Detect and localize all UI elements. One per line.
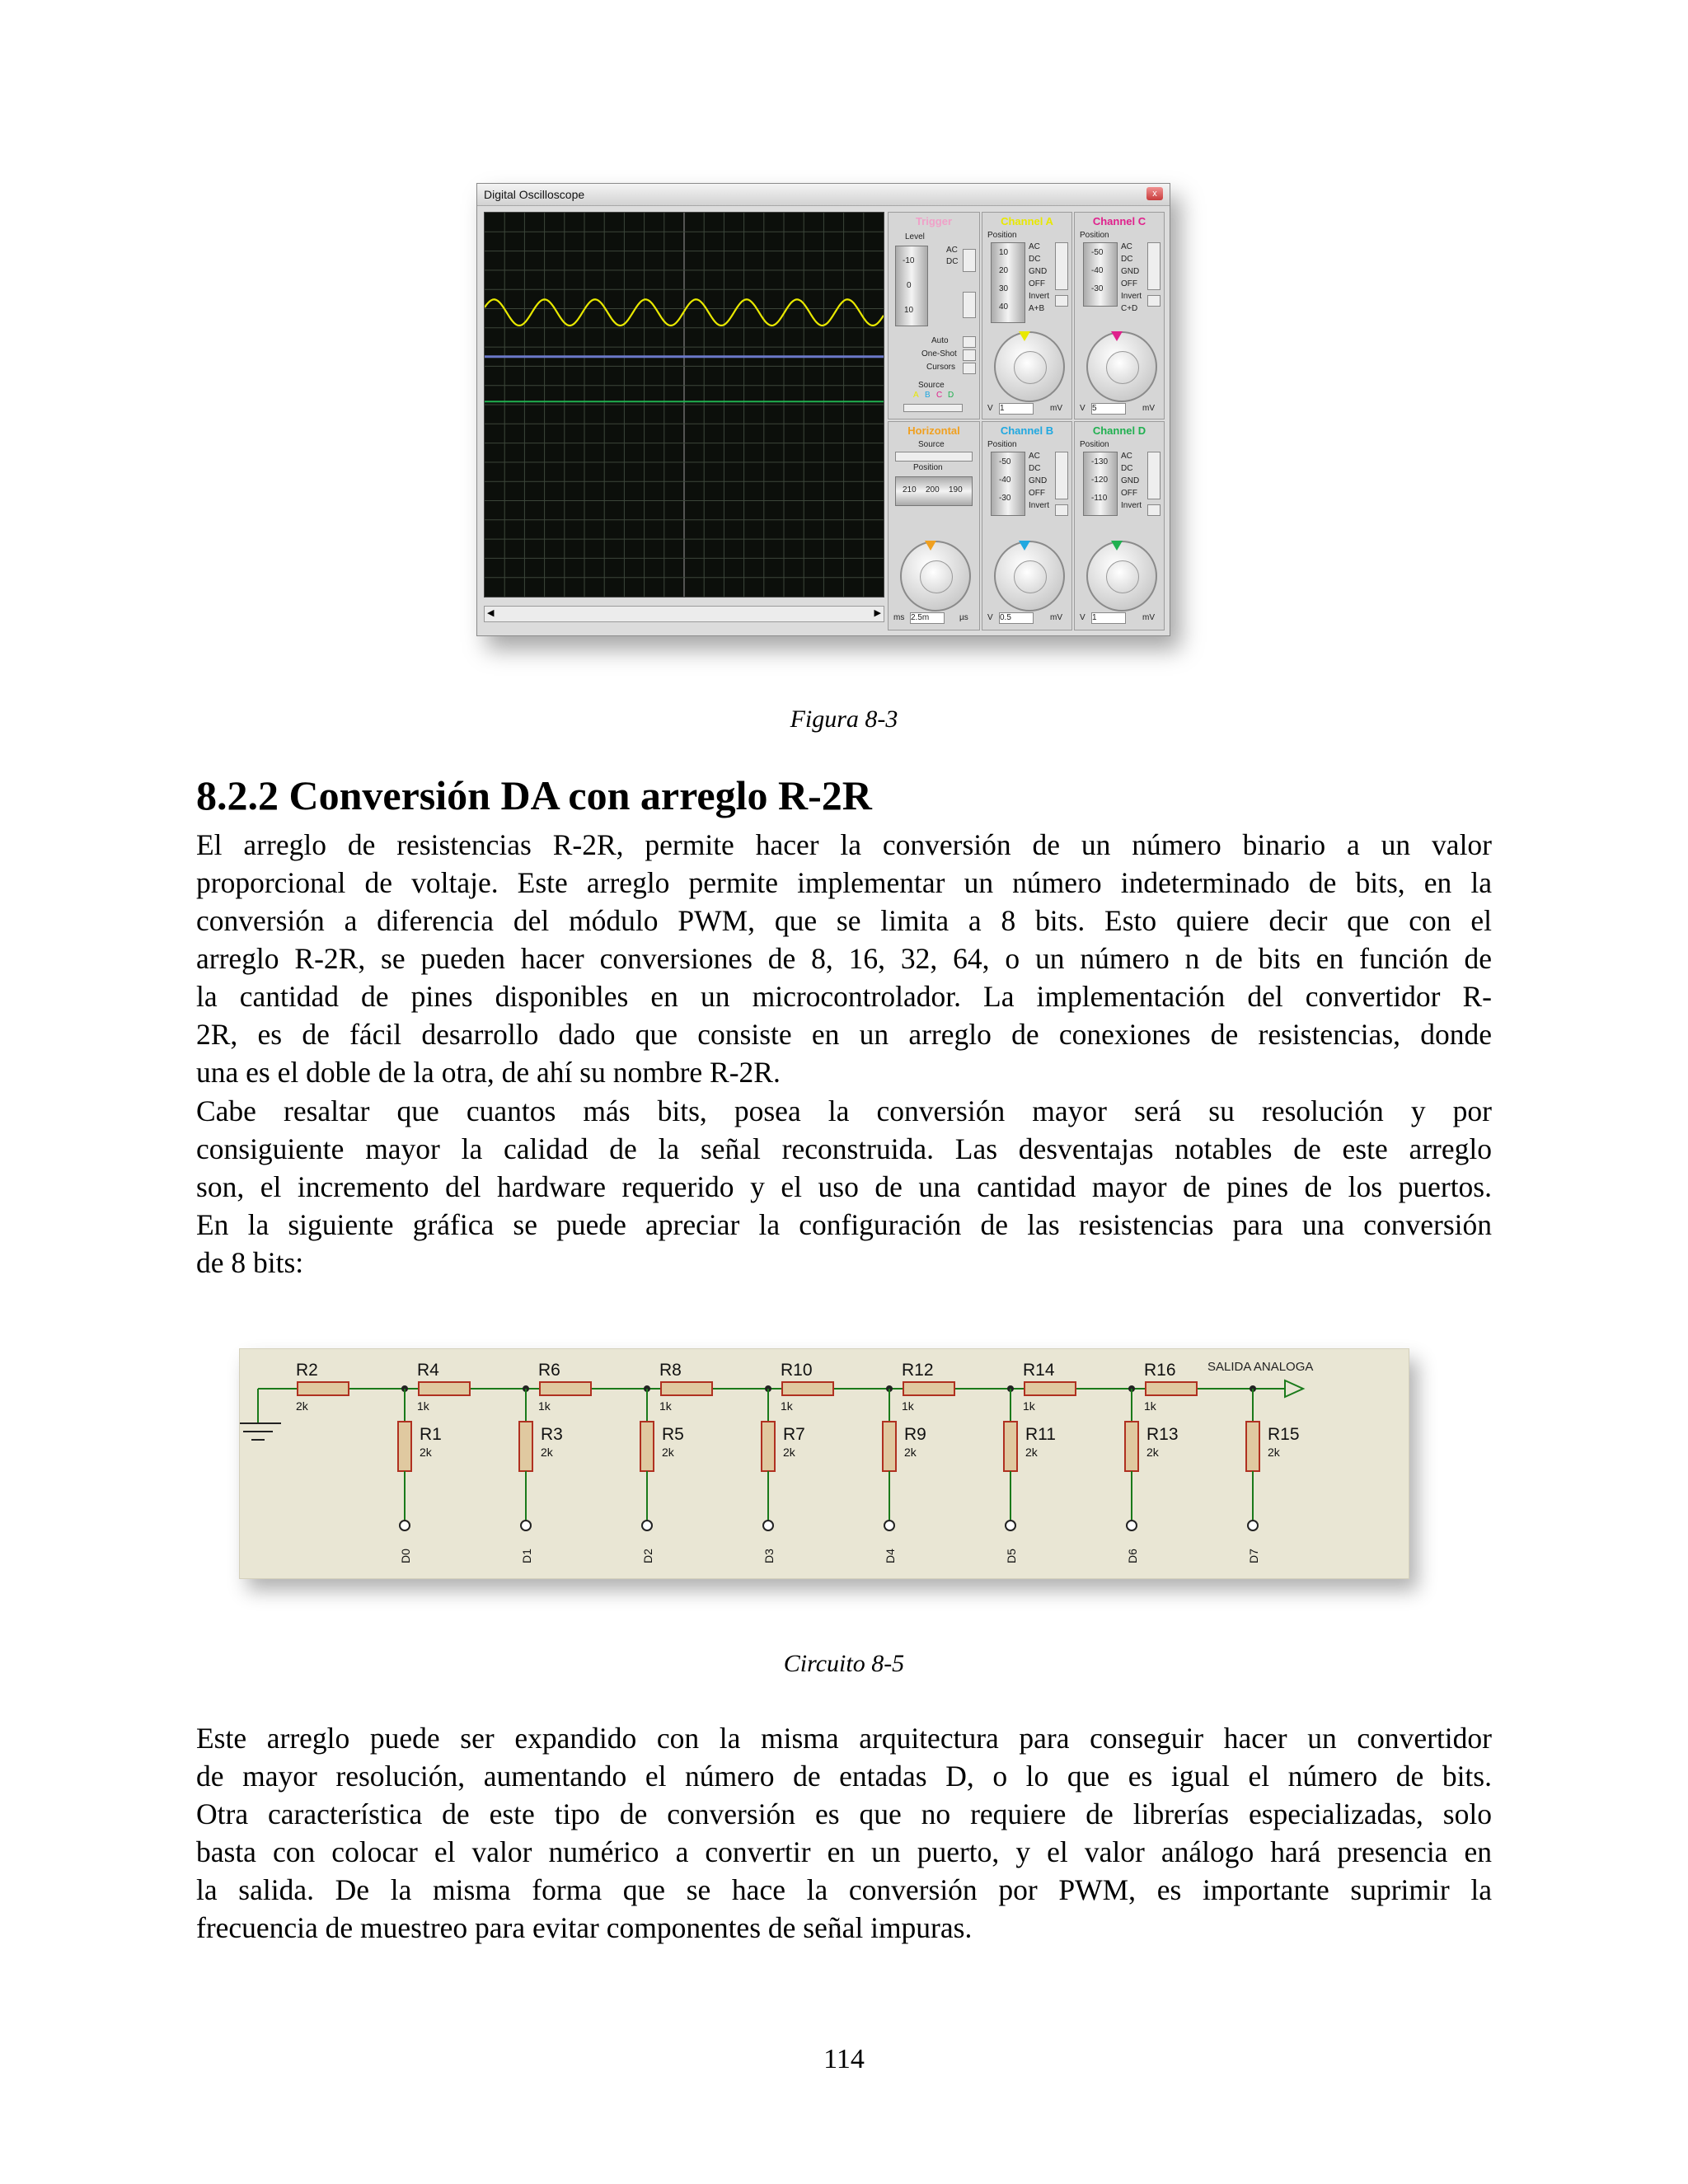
input-label: D6 (1126, 1549, 1139, 1563)
series-resistor (1146, 1382, 1197, 1395)
channel-a-panel (982, 212, 1072, 419)
level-tick: 10 (904, 306, 914, 315)
oscilloscope-title: Digital Oscilloscope (477, 184, 1170, 206)
knob-pointer (1019, 541, 1030, 551)
series-resistor (661, 1382, 712, 1395)
resistor-name: R9 (904, 1425, 926, 1444)
input-label: D7 (1247, 1549, 1260, 1563)
horizontal-source-selector[interactable] (895, 452, 973, 462)
knob-pointer (1111, 331, 1123, 341)
section-heading: 8.2.2 Conversión DA con arreglo R-2R (196, 772, 872, 818)
horizontal-position-tick: 190 (949, 485, 963, 494)
auto-option[interactable]: Auto (931, 336, 949, 345)
volts-div-knob[interactable] (1086, 541, 1157, 612)
resistor-value: 2k (420, 1446, 432, 1459)
input-terminal-icon (642, 1521, 652, 1530)
horizontal-source-label: Source (918, 440, 945, 449)
text-line: 2R, es de fácil desarrollo dado que consiste en un arreglo de conexiones de resistencias, donde (196, 1018, 1492, 1051)
text-line: El arreglo de resistencias R-2R, permite hacer la conversión de un número binario a un valor (196, 828, 1492, 861)
resistor-name: R10 (781, 1361, 813, 1380)
resistor-value: 2k (1025, 1446, 1038, 1459)
channel-mode-option[interactable]: DC (1121, 464, 1133, 473)
channel-mode-option[interactable]: Invert (1029, 501, 1050, 510)
resistor-value: 1k (1023, 1399, 1035, 1413)
volts-div-knob[interactable] (994, 541, 1065, 612)
channel-mode-option[interactable]: GND (1121, 476, 1140, 485)
timebase-value[interactable]: 2.5m (910, 612, 945, 624)
channel-mode-option[interactable]: OFF (1121, 489, 1137, 498)
channel-position-slider[interactable] (991, 452, 1025, 516)
channel-position-slider[interactable] (1083, 242, 1118, 307)
input-terminal-icon (521, 1521, 531, 1530)
paragraph-1 (196, 826, 1492, 1091)
resistor-name: R8 (659, 1361, 682, 1380)
scroll-right-icon[interactable]: ▶ (874, 608, 881, 618)
channel-tick: -120 (1091, 476, 1109, 485)
channel-tick: -50 (999, 457, 1011, 466)
text-line: basta con colocar el valor numérico a convertir en un puerto, y el valor análogo hará presencia en (196, 1835, 1492, 1868)
channel-tick: -30 (999, 494, 1011, 503)
input-terminal-icon (400, 1521, 410, 1530)
channel-c-panel (1074, 212, 1165, 419)
text-line: arreglo R-2R, se pueden hacer conversiones de 8, 16, 32, 64, o un número n de bits en función de (196, 942, 1492, 975)
cursors-option[interactable]: Cursors (926, 363, 956, 372)
unit-mv: mV (1050, 404, 1062, 413)
level-tick: -10 (903, 256, 915, 265)
resistor-name: R15 (1268, 1425, 1300, 1444)
knob-pointer (1019, 331, 1030, 341)
source-b[interactable]: B (925, 391, 931, 400)
channel-mode-switch[interactable] (1055, 242, 1068, 290)
text-line: consiguiente mayor la calidad de la señal reconstruida. Las desventajas notables de este arreglo (196, 1132, 1492, 1165)
source-c[interactable]: C (936, 391, 943, 400)
horizontal-title: Horizontal (907, 424, 960, 437)
text-line: son, el incremento del hardware requerido y el uso de una cantidad mayor de pines de los puertos. (196, 1170, 1492, 1203)
input-terminal-icon (1006, 1521, 1015, 1530)
channel-mode-option[interactable]: GND (1121, 267, 1140, 276)
series-resistor (1025, 1382, 1076, 1395)
channel-position-label: Position (1080, 440, 1109, 449)
channel-mode-option[interactable]: OFF (1029, 489, 1045, 498)
channel-tick: -30 (1091, 284, 1104, 293)
channel-scale-value[interactable]: 1 (1091, 612, 1126, 624)
one-shot-option[interactable]: One-Shot (921, 349, 957, 359)
unit-v: V (1080, 404, 1085, 413)
text-line: la salida. De la misma forma que se hace la conversión por PWM, es importante suprimir la (196, 1873, 1492, 1906)
channel-d-panel (1074, 421, 1165, 630)
edge-switch[interactable] (963, 292, 976, 318)
channel-position-label: Position (987, 440, 1017, 449)
channel-mode-option[interactable]: DC (1029, 255, 1041, 264)
unit-mv: mV (1142, 613, 1155, 622)
channel-mode-option[interactable]: AC (1121, 242, 1132, 251)
resistor-name: R5 (662, 1425, 684, 1444)
unit-mv: mV (1142, 404, 1155, 413)
text-line: la cantidad de pines disponibles en un microcontrolador. La implementación del convertidor R- (196, 980, 1492, 1013)
paragraph-2 (196, 1092, 1492, 1282)
resistor-value: 2k (1268, 1446, 1280, 1459)
resistor-name: R6 (538, 1361, 560, 1380)
horizontal-scrollbar[interactable] (484, 606, 884, 622)
text-line: Otra característica de este tipo de conversión es que no requiere de librerías especializadas, solo (196, 1797, 1492, 1830)
text-line: de 8 bits: (196, 1246, 304, 1279)
resistor-value: 2k (904, 1446, 917, 1459)
channel-mode-option[interactable]: OFF (1121, 279, 1137, 288)
text-line: En la siguiente gráfica se puede apreciar la configuración de las resistencias para una conversión (196, 1208, 1492, 1241)
horizontal-panel (888, 421, 980, 630)
channel-scale-value[interactable]: 0.5 (999, 612, 1034, 624)
circuit-schematic (240, 1349, 1409, 1578)
volts-div-knob[interactable] (1086, 331, 1157, 402)
channel-b-panel (982, 421, 1072, 630)
resistor-name: R2 (296, 1361, 318, 1380)
input-label: D2 (641, 1549, 654, 1563)
channel-mode-option[interactable]: DC (1121, 255, 1133, 264)
channel-scale-value[interactable]: 5 (1091, 403, 1126, 415)
resistor-name: R16 (1144, 1361, 1176, 1380)
horizontal-position-slider[interactable] (895, 476, 973, 506)
channel-tick: 20 (999, 266, 1009, 275)
input-label: D5 (1005, 1549, 1018, 1563)
circuit-caption: Circuito 8-5 (783, 1650, 905, 1677)
resistor-value: 1k (538, 1399, 551, 1413)
channel-title: Channel C (1092, 215, 1146, 227)
source-label: Source (918, 381, 945, 390)
channel-title: Channel A (1001, 215, 1053, 227)
channel-mode-option[interactable]: C+D (1121, 304, 1138, 313)
channel-tick: 10 (999, 248, 1009, 257)
resistor-name: R12 (902, 1361, 934, 1380)
oscilloscope-window (476, 183, 1170, 636)
channel-mode-option[interactable]: AC (1029, 242, 1040, 251)
invert-button[interactable] (1147, 504, 1160, 516)
channel-tick: -110 (1091, 494, 1108, 503)
channel-mode-option[interactable]: GND (1029, 476, 1048, 485)
channel-mode-option[interactable]: AC (1121, 452, 1132, 461)
cursors-button[interactable] (963, 363, 976, 374)
channel-mode-option[interactable]: A+B (1029, 304, 1045, 313)
channel-mode-switch[interactable] (1055, 452, 1068, 499)
series-resistor (782, 1382, 833, 1395)
channel-tick: -40 (1091, 266, 1104, 275)
timebase-knob[interactable] (900, 541, 971, 612)
resistor-value: 2k (1146, 1446, 1159, 1459)
unit-v: V (987, 404, 993, 413)
horizontal-position-label: Position (913, 463, 943, 472)
resistor-value: 1k (417, 1399, 429, 1413)
channel-tick: -130 (1091, 457, 1109, 466)
channel-mode-option[interactable]: Invert (1121, 292, 1142, 301)
oscilloscope-display (484, 212, 884, 598)
series-resistor (419, 1382, 470, 1395)
channel-tick: -50 (1091, 248, 1104, 257)
resistor-name: R11 (1025, 1425, 1056, 1444)
trigger-title: Trigger (915, 215, 953, 227)
trigger-panel (888, 212, 980, 419)
invert-button[interactable] (1055, 295, 1068, 307)
channel-tick: -40 (999, 476, 1011, 485)
resistor-value: 2k (783, 1446, 795, 1459)
coupling-switch[interactable] (963, 249, 976, 272)
shunt-resistor (640, 1422, 654, 1471)
invert-button[interactable] (1147, 295, 1160, 307)
r2r-circuit (239, 1348, 1409, 1579)
input-terminal-icon (1127, 1521, 1137, 1530)
resistor-name: R4 (417, 1361, 439, 1380)
channel-mode-option[interactable]: Invert (1029, 292, 1050, 301)
shunt-resistor (1125, 1422, 1138, 1471)
waveform-display (485, 213, 884, 597)
auto-button[interactable] (963, 336, 976, 348)
channel-title: Channel D (1092, 424, 1146, 437)
channel-mode-switch[interactable] (1147, 242, 1160, 290)
text-line: frecuencia de muestreo para evitar componentes de señal impuras. (196, 1911, 973, 1944)
page-number: 114 (823, 2044, 865, 2074)
unit-us: µs (959, 613, 968, 622)
input-terminal-icon (763, 1521, 773, 1530)
unit-mv: mV (1050, 613, 1062, 622)
timebase-knob-pointer (925, 541, 936, 551)
unit-v: V (987, 613, 993, 622)
input-terminal-icon (884, 1521, 894, 1530)
text-line: de mayor resolución, aumentando el número de entadas D, o lo que es igual el número de bits. (196, 1760, 1492, 1793)
text-line: conversión a diferencia del módulo PWM, que se limita a 8 bits. Esto quiere decir que con el (196, 904, 1492, 937)
shunt-resistor (1246, 1422, 1259, 1471)
input-label: D3 (762, 1549, 776, 1563)
channel-mode-option[interactable]: GND (1029, 267, 1048, 276)
channel-mode-option[interactable]: Invert (1121, 501, 1142, 510)
series-resistor (540, 1382, 591, 1395)
resistor-name: R13 (1146, 1425, 1179, 1444)
resistor-value: 2k (662, 1446, 674, 1459)
shunt-resistor (398, 1422, 411, 1471)
scroll-left-icon[interactable]: ◀ (487, 608, 495, 618)
channel-title: Channel B (1000, 424, 1054, 437)
paragraph-3 (196, 1719, 1492, 1947)
text-line: una es el doble de la otra, de ahí su nombre R-2R. (196, 1056, 781, 1089)
channel-scale-value[interactable]: 1 (999, 403, 1034, 415)
volts-div-knob[interactable] (994, 331, 1065, 402)
resistor-name: R1 (420, 1425, 442, 1444)
trigger-level-slider[interactable] (895, 246, 928, 326)
coupling-ac[interactable]: AC (946, 246, 958, 255)
shunt-resistor (762, 1422, 775, 1471)
channel-mode-switch[interactable] (1147, 452, 1160, 499)
level-tick: 0 (907, 281, 912, 290)
unit-v: V (1080, 613, 1085, 622)
resistor-value: 1k (659, 1399, 672, 1413)
resistor-name: R3 (541, 1425, 563, 1444)
horizontal-position-tick: 200 (926, 485, 940, 494)
channel-position-slider[interactable] (991, 242, 1025, 323)
channel-tick: 30 (999, 284, 1009, 293)
invert-button[interactable] (1055, 504, 1068, 516)
resistor-value: 2k (541, 1446, 553, 1459)
resistor-name: R14 (1023, 1361, 1055, 1380)
text-line: proporcional de voltaje. Este arreglo permite implementar un número indeterminado de bits, en la (196, 866, 1492, 899)
resistor-name: R7 (783, 1425, 805, 1444)
close-icon[interactable]: x (1146, 187, 1163, 200)
resistor-value: 2k (296, 1399, 308, 1413)
resistor-value: 1k (1144, 1399, 1156, 1413)
source-d[interactable]: D (948, 391, 954, 400)
source-a[interactable]: A (913, 391, 919, 400)
text-line: Cabe resaltar que cuantos más bits, posea la conversión mayor será su resolución y por (196, 1094, 1492, 1127)
channel-tick: 40 (999, 302, 1009, 312)
figure-caption: Figura 8-3 (790, 705, 898, 733)
level-label: Level (905, 232, 925, 241)
shunt-resistor (883, 1422, 896, 1471)
knob-pointer (1111, 541, 1123, 551)
resistor-value: 1k (781, 1399, 793, 1413)
coupling-dc[interactable]: DC (946, 257, 959, 266)
output-label: SALIDA ANALOGA (1207, 1360, 1314, 1374)
input-terminal-icon (1248, 1521, 1258, 1530)
text-line: Este arreglo puede ser expandido con la misma arquitectura para conseguir hacer un convertidor (196, 1722, 1492, 1755)
channel-position-slider[interactable] (1083, 452, 1118, 516)
channel-mode-option[interactable]: OFF (1029, 279, 1045, 288)
channel-position-label: Position (987, 231, 1017, 240)
output-arrow-icon (1285, 1380, 1303, 1397)
source-selector[interactable] (903, 404, 963, 412)
unit-ms: ms (893, 613, 905, 622)
input-label: D0 (399, 1549, 412, 1563)
input-label: D1 (520, 1549, 533, 1563)
horizontal-position-tick: 210 (903, 485, 917, 494)
series-resistor (298, 1382, 349, 1395)
channel-mode-option[interactable]: AC (1029, 452, 1040, 461)
one-shot-button[interactable] (963, 349, 976, 361)
shunt-resistor (519, 1422, 532, 1471)
channel-position-label: Position (1080, 231, 1109, 240)
channel-mode-option[interactable]: DC (1029, 464, 1041, 473)
input-label: D4 (884, 1549, 897, 1563)
shunt-resistor (1004, 1422, 1017, 1471)
resistor-value: 1k (902, 1399, 914, 1413)
series-resistor (903, 1382, 954, 1395)
